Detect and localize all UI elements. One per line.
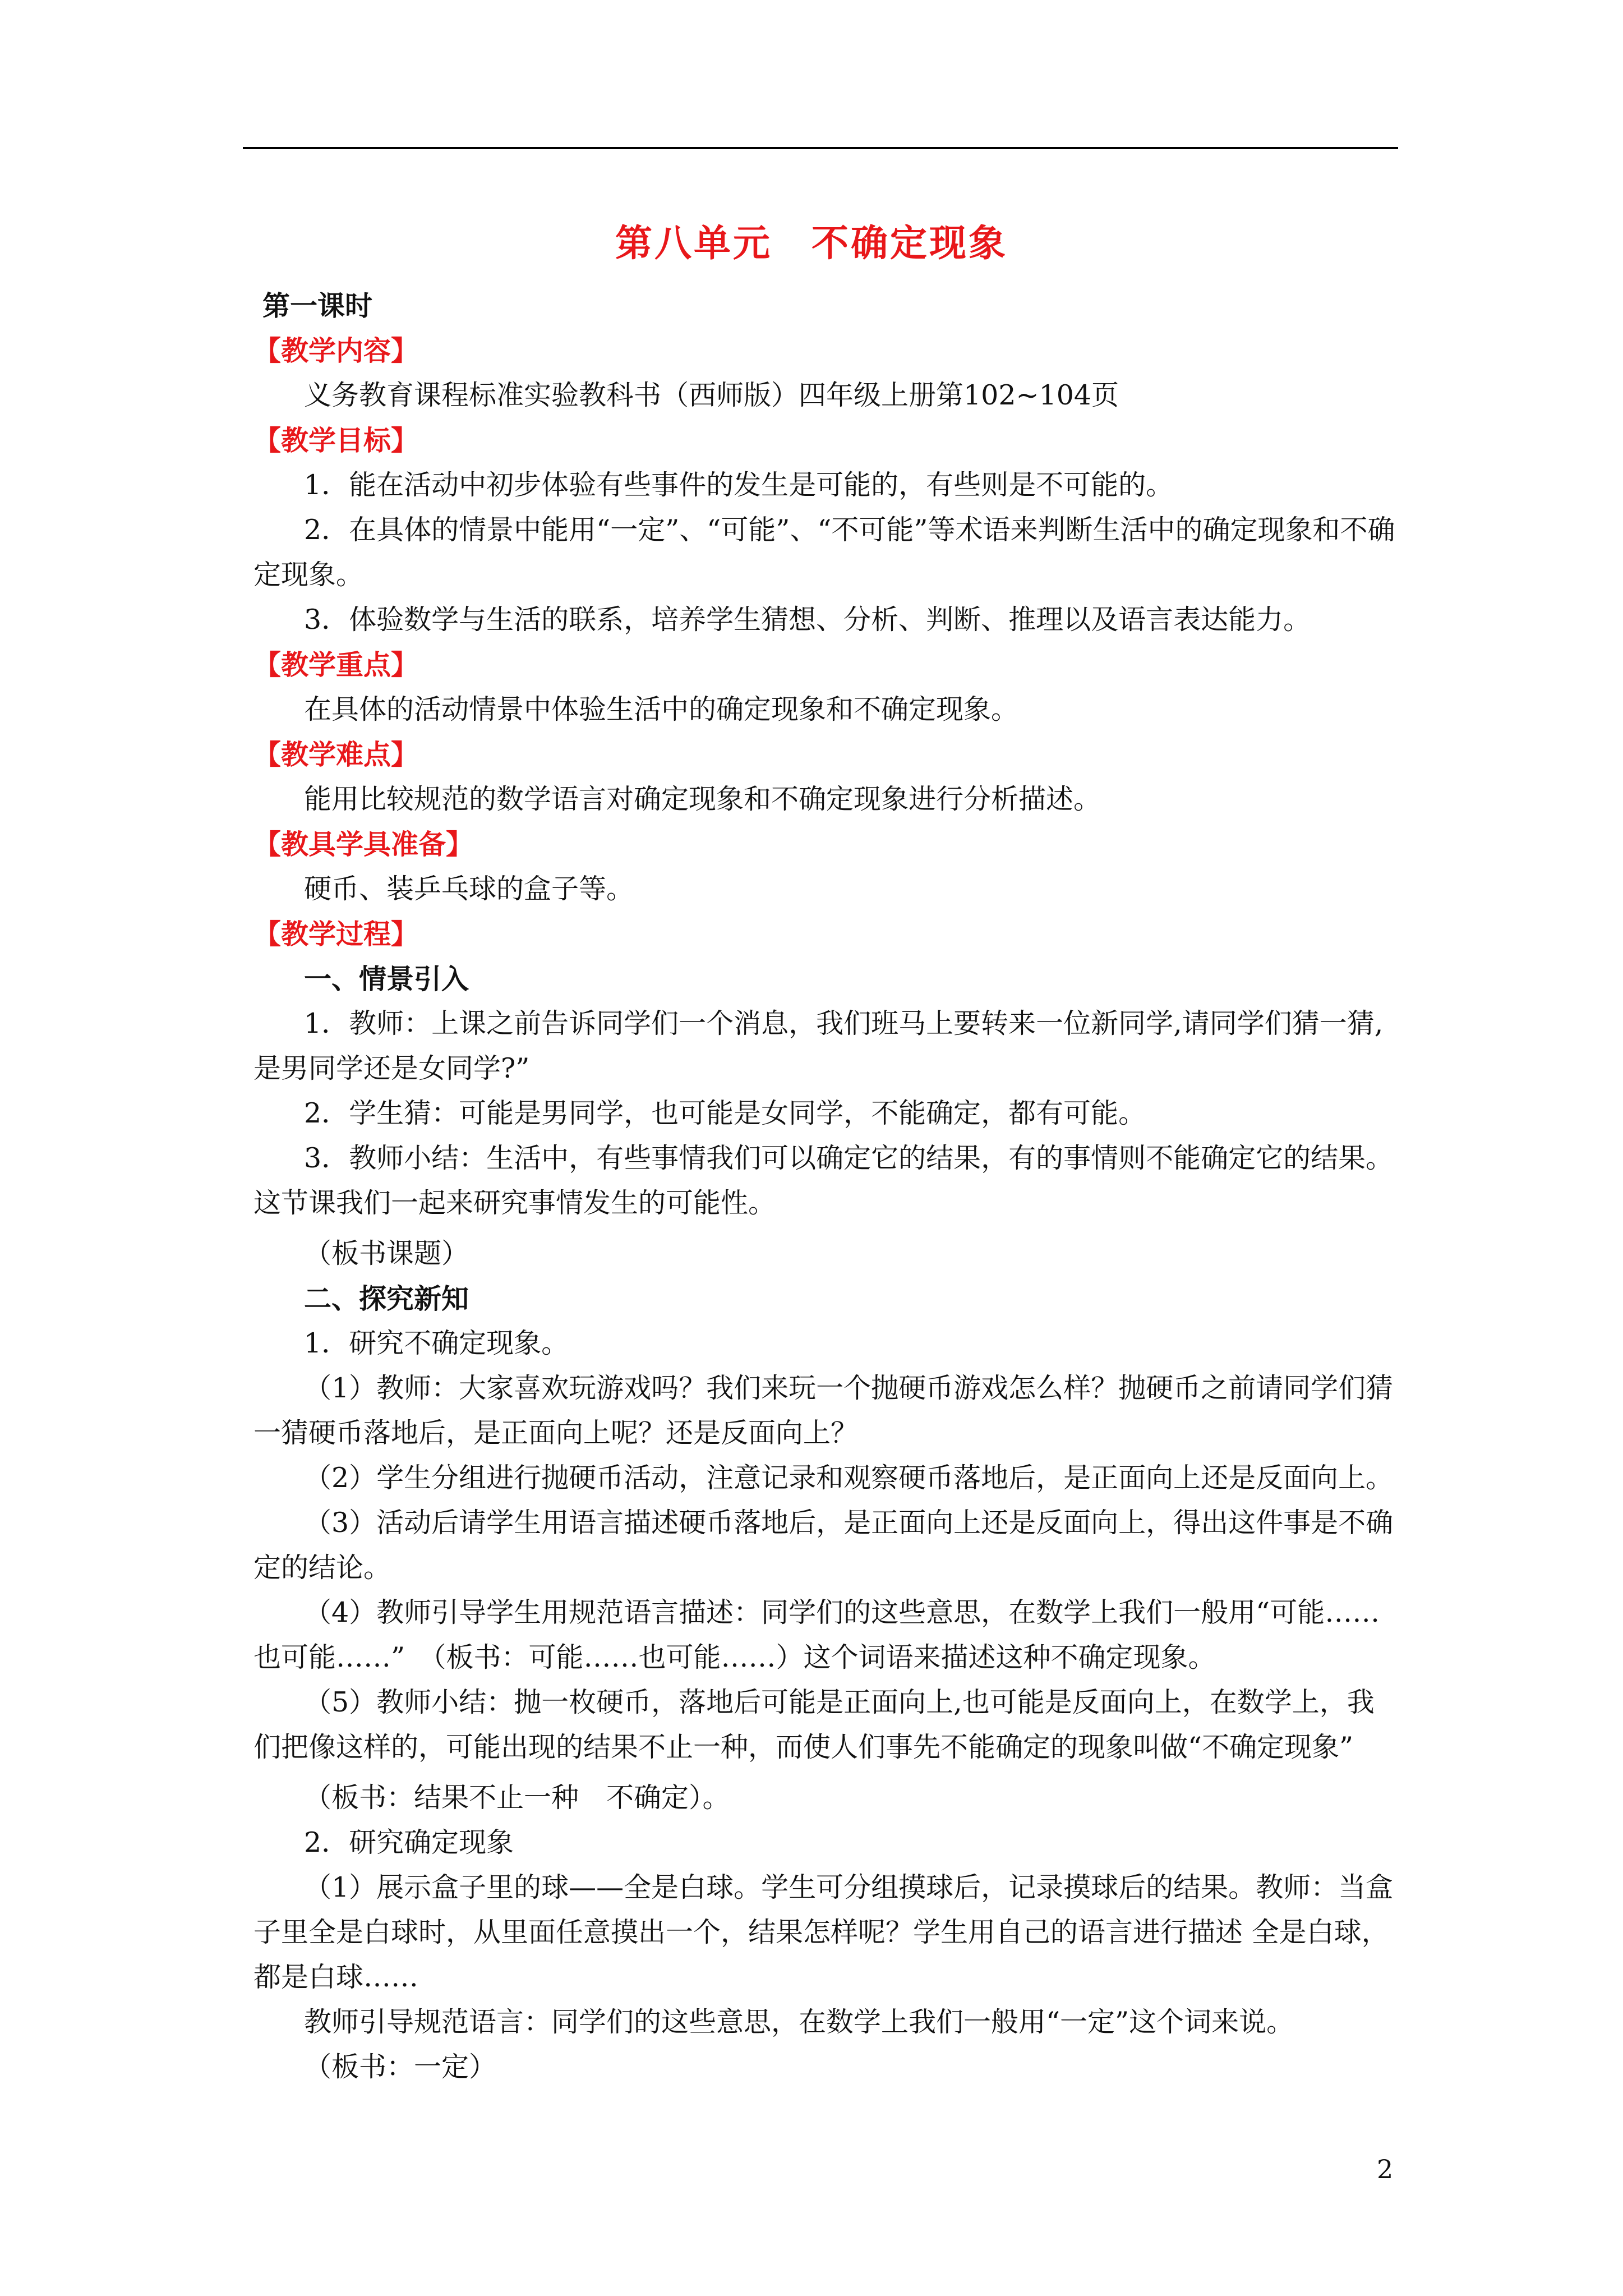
sub2-heading: 2．研究确定现象 xyxy=(304,1826,514,1858)
sub2-item: 教师引导规范语言：同学们的这些意思，在数学上我们一般用“一定”这个词来说。 xyxy=(304,2006,1294,2038)
sub1-item: （5）教师小结：抛一枚硬币，落地后可能是正面向上,也可能是反面向上，在数学上，我们把像这样的，可能出现的结果不止一种，而使人们事先不能确定的现象叫做“不确定现象” xyxy=(253,1686,1375,1763)
lesson-plan-body xyxy=(253,283,1398,2090)
part1-item: 2．学生猜：可能是男同学，也可能是女同学，不能确定，都有可能。 xyxy=(304,1097,1146,1129)
sub1-item: （4）教师引导学生用规范语言描述：同学们的这些意思，在数学上我们一般用“可能……也可能……” （板书：可能……也可能……）这个词语来描述这种不确定现象。 xyxy=(253,1596,1380,1673)
section-heading-difficulty: 【教学难点】 xyxy=(253,738,419,771)
section-heading-materials: 【教具学具准备】 xyxy=(253,828,474,861)
sub1-item: （板书：结果不止一种 不确定）。 xyxy=(304,1782,730,1814)
section-heading-process: 【教学过程】 xyxy=(253,918,419,950)
sub1-item: （1）教师：大家喜欢玩游戏吗？我们来玩一个抛硬币游戏怎么样？抛硬币之前请同学们猜一猜硬币落地后，是正面向上呢？还是反面向上？ xyxy=(253,1372,1394,1449)
part1-item: 1．教师：上课之前告诉同学们一个消息，我们班马上要转来一位新同学,请同学们猜一猜,是男同学还是女同学?” xyxy=(253,1007,1384,1084)
unit-title: 第八单元 不确定现象 xyxy=(615,221,1008,265)
part2-heading: 二、探究新知 xyxy=(304,1282,469,1315)
sub2-item: （板书：一定） xyxy=(304,2051,497,2083)
sub1-item: （2）学生分组进行抛硬币活动，注意记录和观察硬币落地后，是正面向上还是反面向上。 xyxy=(304,1462,1394,1494)
content-text: 义务教育课程标准实验教科书（西师版）四年级上册第102~104页 xyxy=(304,379,1119,411)
goal-item: 3．体验数学与生活的联系，培养学生猜想、分析、判断、推理以及语言表达能力。 xyxy=(304,604,1311,636)
lesson-label: 第一课时 xyxy=(262,289,373,322)
sub1-item: （3）活动后请学生用语言描述硬币落地后，是正面向上还是反面向上，得出这件事是不确定的结论。 xyxy=(253,1507,1394,1584)
section-heading-key: 【教学重点】 xyxy=(253,648,419,681)
part1-heading: 一、情景引入 xyxy=(304,963,469,995)
page-number: 2 xyxy=(1377,2154,1394,2184)
header-rule xyxy=(243,147,1398,149)
materials-text: 硬币、装乒乓球的盒子等。 xyxy=(304,873,634,905)
part1-item: 3．教师小结：生活中，有些事情我们可以确定它的结果，有的事情则不能确定它的结果。这节课我们一起来研究事情发生的可能性。 xyxy=(253,1142,1394,1219)
sub1-heading: 1．研究不确定现象。 xyxy=(304,1327,569,1359)
difficulty-text: 能用比较规范的数学语言对确定现象和不确定现象进行分析描述。 xyxy=(304,783,1101,815)
key-text: 在具体的活动情景中体验生活中的确定现象和不确定现象。 xyxy=(304,693,1019,725)
sub2-item: （1）展示盒子里的球——全是白球。学生可分组摸球后，记录摸球后的结果。教师：当盒子里全是白球时，从里面任意摸出一个，结果怎样呢？学生用自己的语言进行描述 全是白球，都是白球…… xyxy=(253,1871,1394,1993)
section-heading-goals: 【教学目标】 xyxy=(253,424,419,457)
goal-item: 2．在具体的情景中能用“一定”、“可能”、“不可能”等术语来判断生活中的确定现象和不确定现象。 xyxy=(253,514,1395,591)
part1-item: （板书课题） xyxy=(304,1237,469,1269)
goal-item: 1．能在活动中初步体验有些事件的发生是可能的，有些则是不可能的。 xyxy=(304,469,1174,501)
section-heading-content: 【教学内容】 xyxy=(253,334,419,367)
